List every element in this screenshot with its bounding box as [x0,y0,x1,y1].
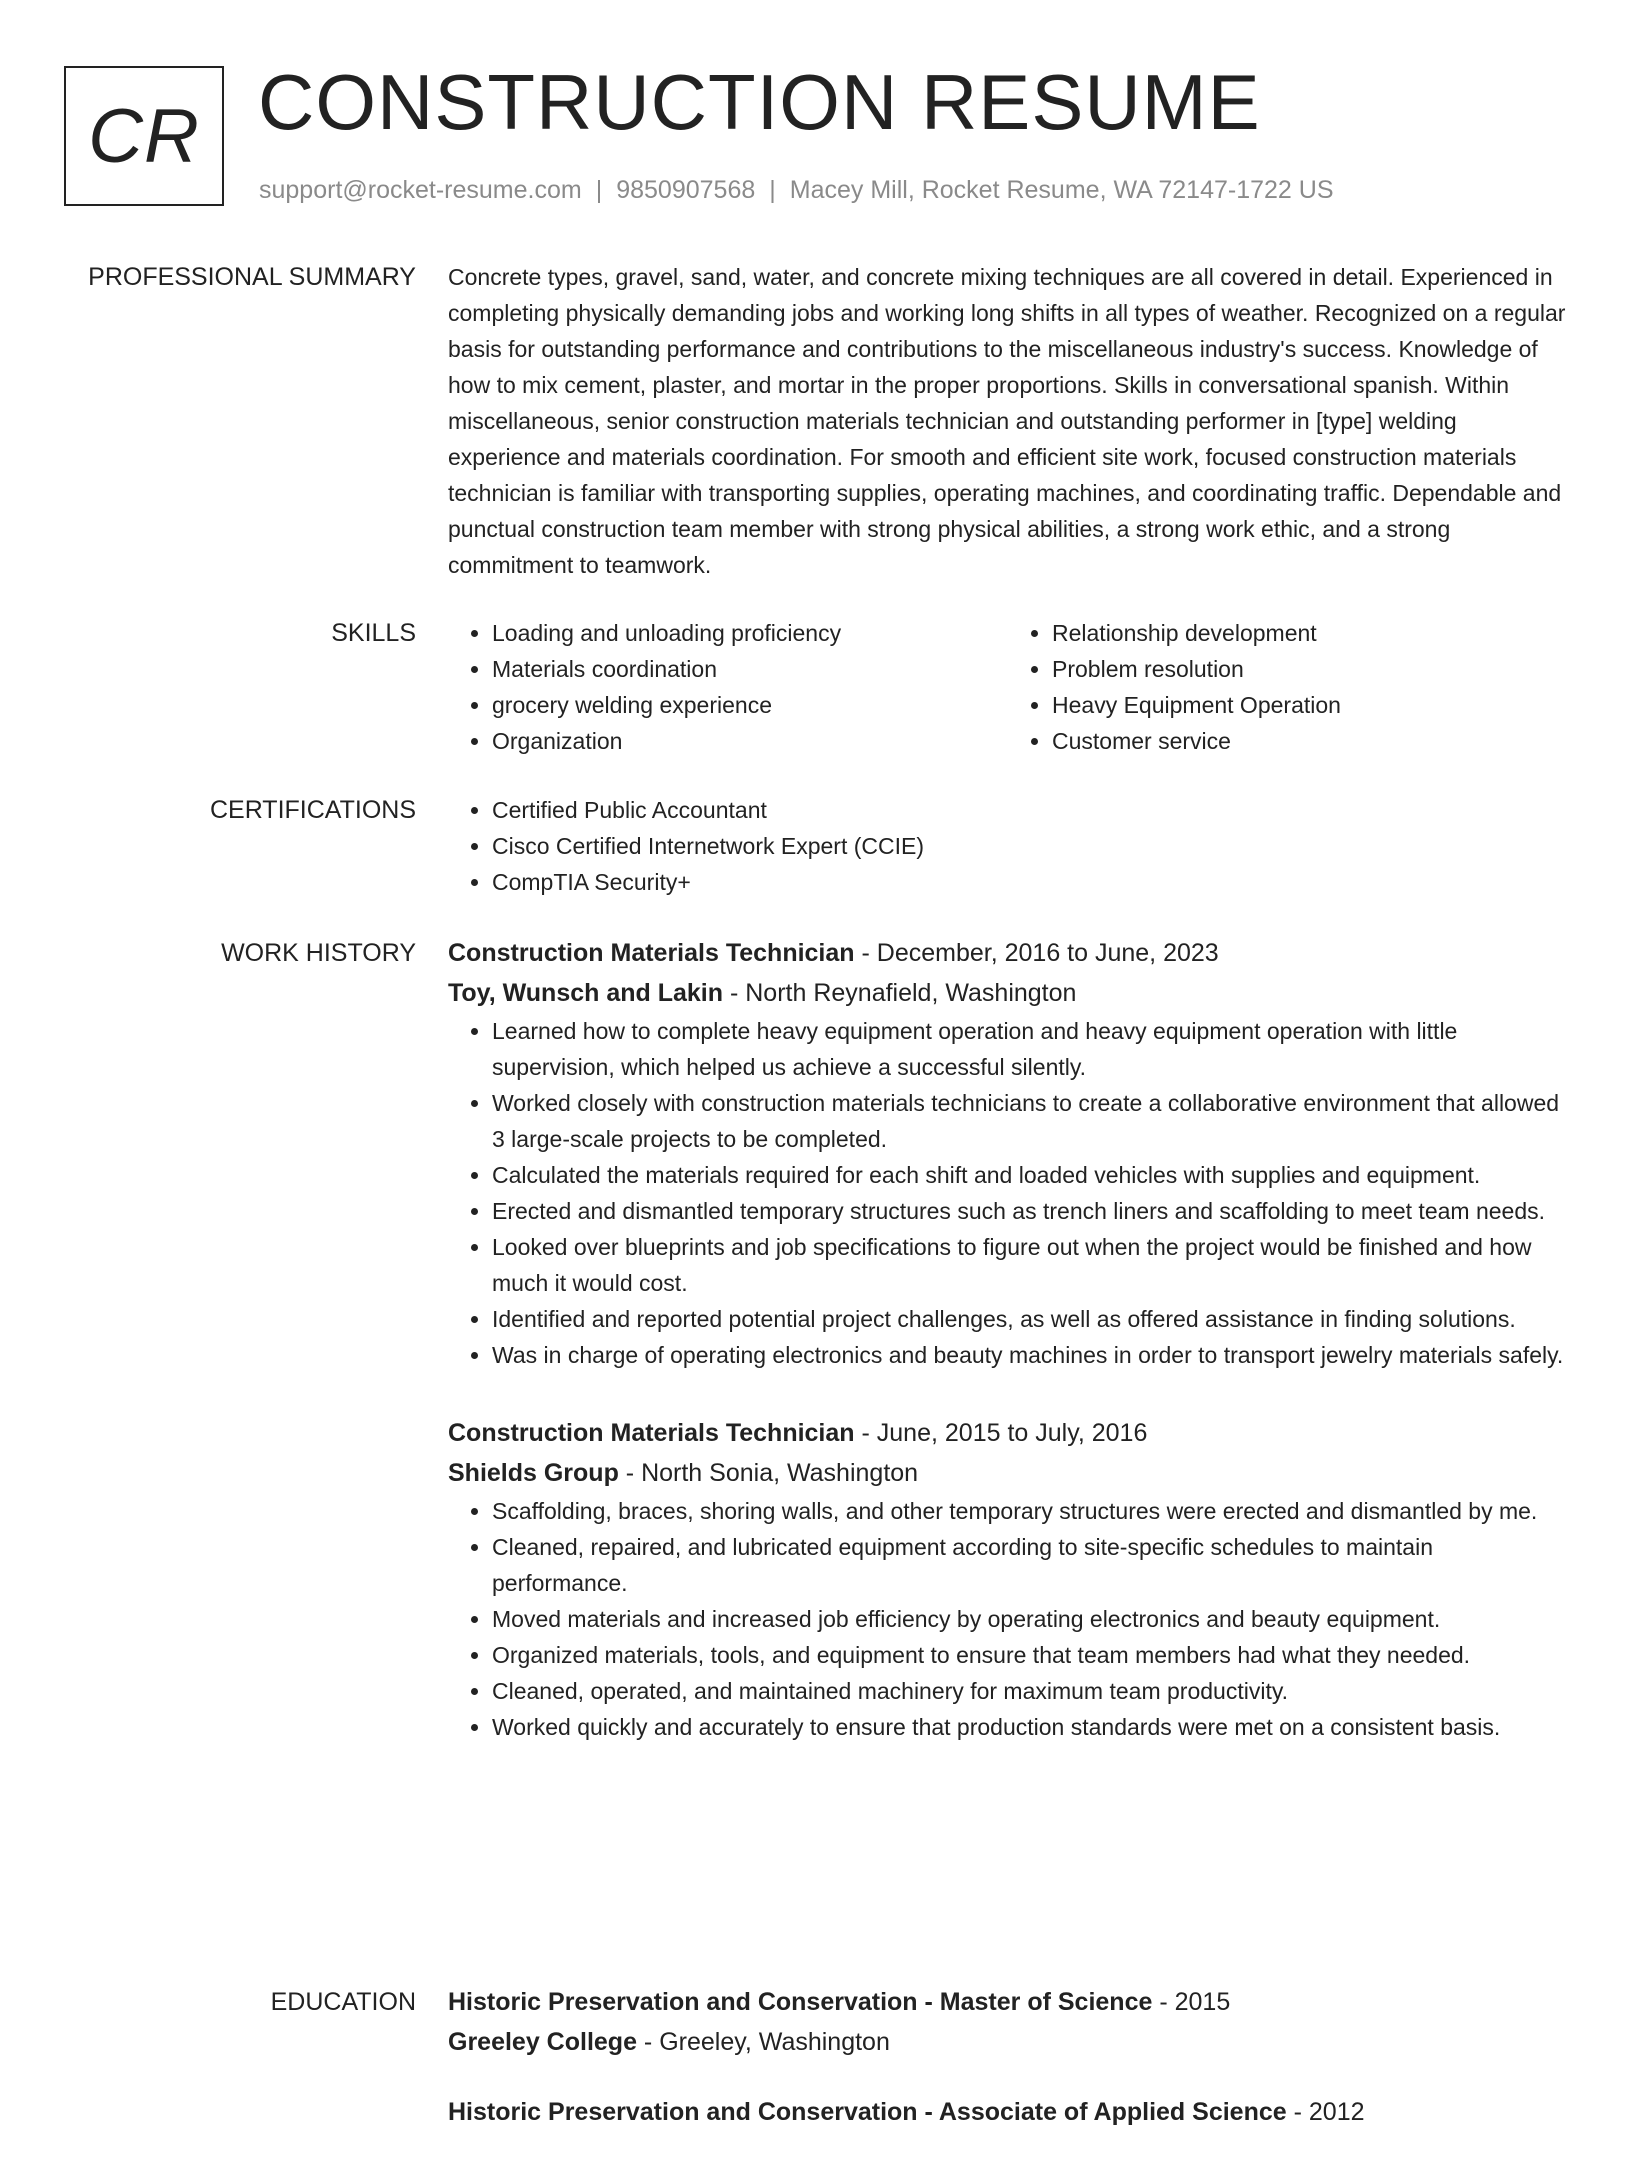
job-entry [448,1413,1568,1745]
work-history-heading: WORK HISTORY [221,939,416,967]
job-company: Toy, Wunsch and Lakin [448,979,724,1007]
skill-item: • Problem resolution [1052,651,1568,687]
resume-title: CONSTRUCTION RESUME [258,58,1261,146]
job-bullet: • Moved materials and increased job efficiency by operating electronics and beauty equipment. [492,1601,1568,1637]
education-entry [448,2092,1568,2132]
monogram-logo [64,66,224,206]
skill-item: • Customer service [1052,723,1568,759]
education-year: - 2015 [1152,1988,1231,2016]
job-dates: - December, 2016 to June, 2023 [854,939,1219,967]
job-bullet: • Was in charge of operating electronics and beauty machines in order to transport jewelry materials safely. [492,1337,1568,1373]
job-bullet: • Worked quickly and accurately to ensure that production standards were met on a consistent basis. [492,1709,1568,1745]
job-bullet: • Worked closely with construction materials technicians to create a collaborative environment that allowed 3 large-scale projects to be completed. [492,1085,1568,1157]
job-location: - North Sonia, Washington [618,1459,919,1487]
skill-item: • Relationship development [1052,615,1568,651]
education-school: Greeley College [448,2028,637,2056]
job-company: Shields Group [448,1459,619,1487]
job-bullet: • Identified and reported potential project challenges, as well as offered assistance in finding solutions. [492,1301,1568,1337]
skills-grid [448,615,1568,759]
education-degree: Historic Preservation and Conservation - Master of Science [448,1988,1153,2016]
skills-heading: SKILLS [331,619,416,647]
job-bullet: • Cleaned, operated, and maintained machinery for maximum team productivity. [492,1673,1568,1709]
skill-item: • Heavy Equipment Operation [1052,687,1568,723]
job-company-line [448,973,1568,1013]
job-company-line [448,1453,1568,1493]
education-location: - Greeley, Washington [636,2028,890,2056]
education-degree-line [448,1982,1568,2022]
skills-list-left [448,615,1008,759]
job-location: - North Reynafield, Washington [723,979,1077,1007]
monogram-text: CR [88,93,200,179]
certifications-list [448,792,1568,900]
summary-heading: PROFESSIONAL SUMMARY [88,263,416,291]
job-bullet: • Organized materials, tools, and equipment to ensure that team members had what they needed. [492,1637,1568,1673]
contact-address: Macey Mill, Rocket Resume, WA 72147-1722 US [789,176,1334,204]
job-dates: - June, 2015 to July, 2016 [854,1419,1148,1447]
skill-item: • Materials coordination [492,651,1008,687]
contact-email[interactable]: support@rocket-resume.com [259,176,582,204]
summary-body [448,259,1568,583]
job-bullet: • Cleaned, repaired, and lubricated equipment according to site-specific schedules to maintain performance. [492,1529,1568,1601]
education-body [448,1982,1568,2162]
education-school-line [448,2022,1568,2062]
job-title: Construction Materials Technician [448,1419,855,1447]
job-bullets [448,1493,1568,1745]
education-year: - 2012 [1286,2098,1365,2126]
job-bullet: • Looked over blueprints and job specifications to figure out when the project would be finished and how much it would cost. [492,1229,1568,1301]
job-entry [448,933,1568,1373]
skills-body [448,615,1568,759]
job-bullet: • Scaffolding, braces, shoring walls, and other temporary structures were erected and dismantled by me. [492,1493,1568,1529]
certification-item: • Cisco Certified Internetwork Expert (CCIE) [492,828,1568,864]
contact-separator: | [769,176,776,204]
education-heading: EDUCATION [270,1988,416,2016]
skill-item: • grocery welding experience [492,687,1008,723]
certification-item: • Certified Public Accountant [492,792,1568,828]
contact-separator: | [595,176,603,204]
job-bullet: • Learned how to complete heavy equipment operation and heavy equipment operation with little supervision, which helped us achieve a successful silently. [492,1013,1568,1085]
skill-item: • Organization [492,723,1008,759]
job-title-line [448,933,1568,973]
certifications-heading: CERTIFICATIONS [209,796,416,824]
contact-line [259,172,1334,208]
skills-list-right [1008,615,1568,759]
job-bullet: • Erected and dismantled temporary structures such as trench liners and scaffolding to meet team needs. [492,1193,1568,1229]
certification-item: • CompTIA Security+ [492,864,1568,900]
job-title-line [448,1413,1568,1453]
skill-item: • Loading and unloading proficiency [492,615,1008,651]
education-degree-line [448,2092,1568,2132]
summary-text: Concrete types, gravel, sand, water, and concrete mixing techniques are all covered in detail. Experienced in completing physically demanding jobs and working long shifts in all types of weather. Recognized on a regular basis for outstanding performance and contributions to the miscellaneous industry's success. Knowledge of how to mix cement, plaster, and mortar in the proper proportions. Skills in conversational spanish. Within miscellaneous, senior construction materials technician and outstanding performer in [type] welding experience and materials coordination. For smooth and efficient site work, focused construction materials technician is familiar with transporting supplies, operating machines, and coordinating traffic. Dependable and punctual construction team member with strong physical abilities, a strong work ethic, and a strong commitment to teamwork. [448,264,1566,578]
education-entry [448,1982,1568,2062]
education-degree: Historic Preservation and Conservation - Associate of Applied Science [448,2098,1287,2126]
work-history-body [448,933,1568,1785]
certifications-body [448,792,1568,900]
job-bullets [448,1013,1568,1373]
contact-phone[interactable]: 9850907568 [616,176,756,204]
job-title: Construction Materials Technician [448,939,855,967]
job-bullet: • Calculated the materials required for each shift and loaded vehicles with supplies and equipment. [492,1157,1568,1193]
